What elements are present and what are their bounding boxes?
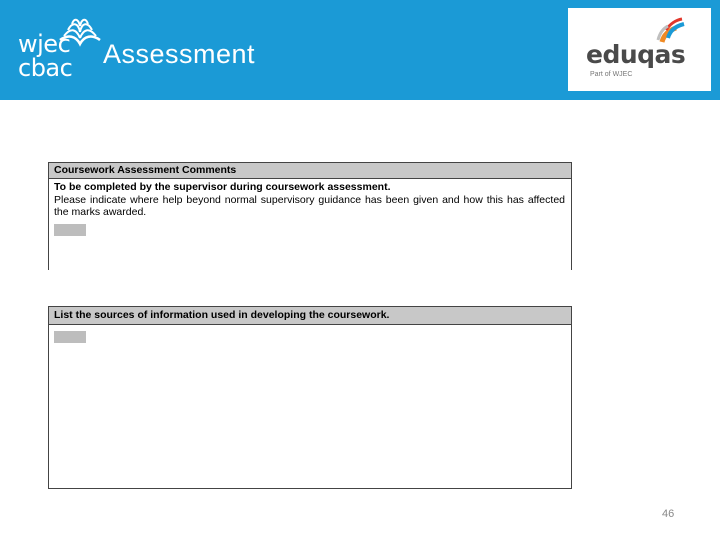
page-title: Assessment [103,39,256,69]
comments-instruction-bold: To be completed by the supervisor during coursework assessment. [54,181,391,193]
sources-text-field[interactable] [54,331,86,343]
wjec-text: wjec [18,30,71,58]
wjec-cbac-logo [18,12,90,84]
comments-form-instructions [49,179,571,219]
wjec-cbac-wordmark [18,32,72,80]
eduqas-subtext: Part of WJEC [590,71,633,78]
coursework-comments-form [48,162,572,270]
sources-form [48,306,572,489]
eduqas-wordmark: eduqas [586,40,686,69]
cbac-text: cbac [18,54,73,82]
comments-text-field[interactable] [54,224,86,236]
eduqas-logo [568,8,711,91]
comments-form-heading: Coursework Assessment Comments [49,163,571,179]
sources-form-heading: List the sources of information used in developing the coursework. [49,307,571,325]
header-bar [0,0,720,100]
page-number: 46 [662,508,675,520]
comments-instruction-text: Please indicate where help beyond normal supervisory guidance has been given and how this has affected the marks awarded. [54,193,565,218]
